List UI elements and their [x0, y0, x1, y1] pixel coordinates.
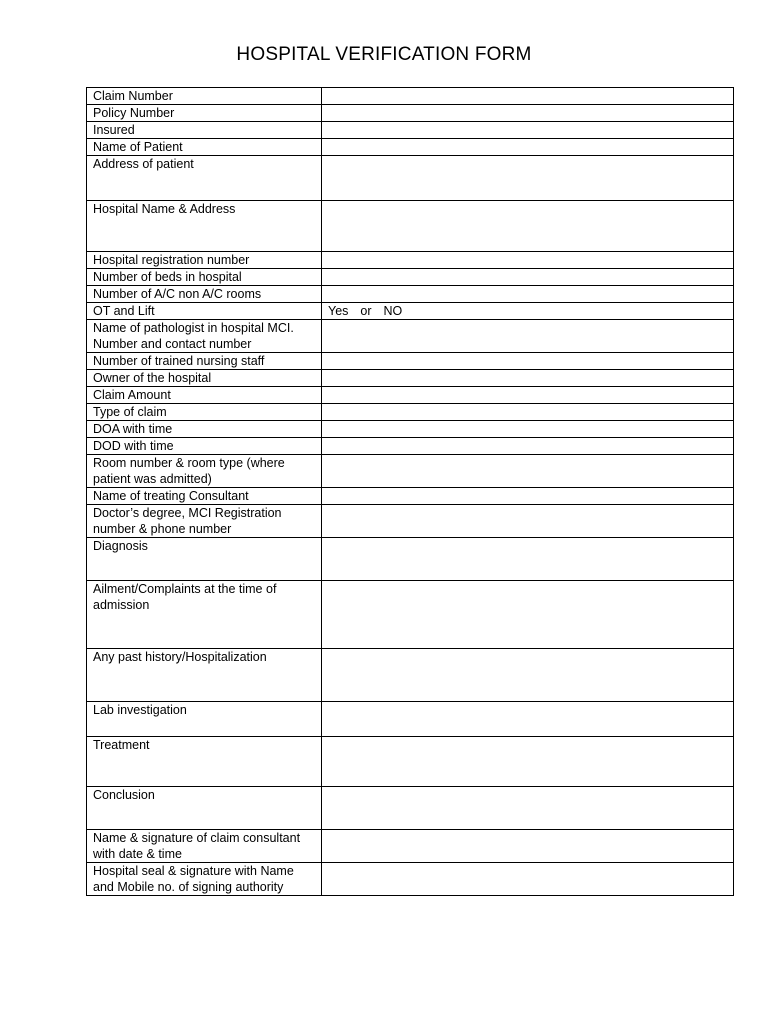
field-value[interactable] — [322, 88, 734, 105]
table-row — [87, 88, 734, 105]
field-label: Any past history/Hospitalization — [87, 649, 322, 702]
table-row — [87, 737, 734, 787]
ot-lift-options[interactable] — [322, 303, 734, 320]
field-value[interactable] — [322, 737, 734, 787]
option-yes[interactable]: Yes — [328, 304, 349, 318]
table-row — [87, 353, 734, 370]
field-label: Ailment/Complaints at the time of admission — [87, 581, 322, 649]
field-value[interactable] — [322, 353, 734, 370]
table-row — [87, 404, 734, 421]
field-value[interactable] — [322, 455, 734, 488]
option-no[interactable]: NO — [383, 304, 403, 318]
field-value[interactable] — [322, 649, 734, 702]
table-row — [87, 156, 734, 201]
field-value[interactable] — [322, 105, 734, 122]
field-value[interactable] — [322, 538, 734, 581]
table-row — [87, 387, 734, 404]
field-label: OT and Lift — [87, 303, 322, 320]
field-label: Owner of the hospital — [87, 370, 322, 387]
field-label: Name of Patient — [87, 139, 322, 156]
field-value[interactable] — [322, 370, 734, 387]
field-value[interactable] — [322, 421, 734, 438]
field-value[interactable] — [322, 139, 734, 156]
table-row — [87, 303, 734, 320]
table-row — [87, 201, 734, 252]
field-label: Diagnosis — [87, 538, 322, 581]
field-label: DOA with time — [87, 421, 322, 438]
table-row — [87, 702, 734, 737]
table-row — [87, 122, 734, 139]
field-value[interactable] — [322, 201, 734, 252]
field-value[interactable] — [322, 387, 734, 404]
field-value[interactable] — [322, 830, 734, 863]
table-row — [87, 286, 734, 303]
verification-table — [86, 87, 734, 896]
field-value[interactable] — [322, 404, 734, 421]
table-row — [87, 269, 734, 286]
field-label: DOD with time — [87, 438, 322, 455]
field-label: Name of treating Consultant — [87, 488, 322, 505]
option-or: or — [360, 304, 372, 318]
field-label: Number of beds in hospital — [87, 269, 322, 286]
field-value[interactable] — [322, 488, 734, 505]
field-value[interactable] — [322, 581, 734, 649]
table-row — [87, 438, 734, 455]
field-value[interactable] — [322, 269, 734, 286]
field-label: Claim Amount — [87, 387, 322, 404]
table-row — [87, 830, 734, 863]
table-row — [87, 370, 734, 387]
table-row — [87, 421, 734, 438]
field-value[interactable] — [322, 122, 734, 139]
table-row — [87, 649, 734, 702]
table-row — [87, 488, 734, 505]
field-label: Number of trained nursing staff — [87, 353, 322, 370]
table-row — [87, 252, 734, 269]
field-value[interactable] — [322, 505, 734, 538]
field-label: Claim Number — [87, 88, 322, 105]
field-label: Type of claim — [87, 404, 322, 421]
field-label: Insured — [87, 122, 322, 139]
field-value[interactable] — [322, 320, 734, 353]
field-value[interactable] — [322, 438, 734, 455]
field-value[interactable] — [322, 863, 734, 896]
table-row — [87, 863, 734, 896]
field-label: Lab investigation — [87, 702, 322, 737]
field-value[interactable] — [322, 156, 734, 201]
field-label: Name of pathologist in hospital MCI. Number and contact number — [87, 320, 322, 353]
field-label: Address of patient — [87, 156, 322, 201]
table-row — [87, 139, 734, 156]
table-row — [87, 581, 734, 649]
field-value[interactable] — [322, 286, 734, 303]
table-row — [87, 320, 734, 353]
table-row — [87, 105, 734, 122]
field-label: Doctor’s degree, MCI Registration number & phone number — [87, 505, 322, 538]
table-row — [87, 505, 734, 538]
field-label: Name & signature of claim consultant with date & time — [87, 830, 322, 863]
field-label: Hospital seal & signature with Name and Mobile no. of signing authority — [87, 863, 322, 896]
table-row — [87, 538, 734, 581]
field-label: Hospital Name & Address — [87, 201, 322, 252]
field-label: Conclusion — [87, 787, 322, 830]
field-value[interactable] — [322, 787, 734, 830]
field-value[interactable] — [322, 702, 734, 737]
field-label: Hospital registration number — [87, 252, 322, 269]
table-row — [87, 787, 734, 830]
field-label: Number of A/C non A/C rooms — [87, 286, 322, 303]
field-label: Room number & room type (where patient was admitted) — [87, 455, 322, 488]
form-title: HOSPITAL VERIFICATION FORM — [236, 44, 532, 65]
field-label: Policy Number — [87, 105, 322, 122]
field-value[interactable] — [322, 252, 734, 269]
table-row — [87, 455, 734, 488]
field-label: Treatment — [87, 737, 322, 787]
